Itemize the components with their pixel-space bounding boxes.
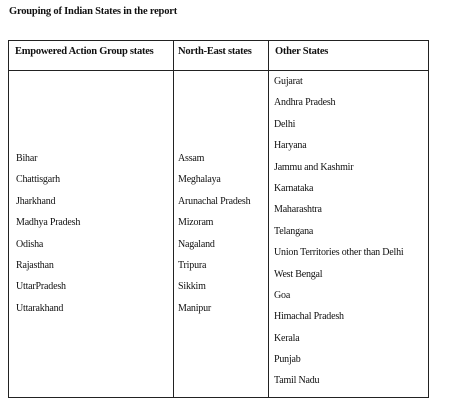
list-item: Chattisgarh: [16, 174, 60, 186]
list-item: Rajasthan: [16, 259, 54, 271]
column-divider: [268, 41, 269, 397]
list-item: Goa: [274, 289, 291, 301]
states-grouping-table: [8, 40, 429, 398]
list-item: Union Territories other than Delhi: [274, 247, 404, 259]
list-item: Tripura: [178, 259, 207, 271]
document-title: Grouping of Indian States in the report: [9, 6, 178, 17]
header-north-east-states: North-East states: [178, 46, 252, 57]
other-states-list: [274, 71, 404, 392]
list-item: Himachal Pradesh: [274, 311, 344, 323]
list-item: Jharkhand: [16, 195, 56, 207]
list-item: Delhi: [274, 118, 296, 130]
header-other-states: Other States: [275, 46, 329, 57]
list-item: Madhya Pradesh: [16, 217, 81, 229]
list-item: Arunachal Pradesh: [178, 195, 251, 207]
north-east-states-list: [178, 148, 250, 319]
eag-states-list: [16, 148, 80, 319]
list-item: UttarPradesh: [16, 281, 66, 293]
list-item: Uttarakhand: [16, 302, 64, 314]
list-item: Mizoram: [178, 217, 214, 229]
list-item: Sikkim: [178, 281, 206, 293]
list-item: Odisha: [16, 238, 44, 250]
table-header-row: [9, 41, 428, 71]
list-item: Telangana: [274, 225, 314, 237]
list-item: Andhra Pradesh: [274, 97, 336, 109]
list-item: West Bengal: [274, 268, 323, 280]
list-item: Gujarat: [274, 76, 303, 87]
list-item: Karnataka: [274, 182, 314, 194]
list-item: Meghalaya: [178, 174, 221, 186]
list-item: Nagaland: [178, 238, 215, 250]
column-divider: [173, 41, 174, 397]
list-item: Jammu and Kashmir: [274, 161, 354, 173]
header-eag-states: Empowered Action Group states: [15, 46, 154, 57]
list-item: Manipur: [178, 302, 212, 314]
list-item: Bihar: [16, 153, 38, 164]
list-item: Kerala: [274, 332, 300, 344]
list-item: Maharashtra: [274, 204, 322, 216]
list-item: Tamil Nadu: [274, 375, 320, 387]
list-item: Assam: [178, 153, 205, 164]
list-item: Punjab: [274, 354, 301, 366]
list-item: Haryana: [274, 140, 307, 152]
